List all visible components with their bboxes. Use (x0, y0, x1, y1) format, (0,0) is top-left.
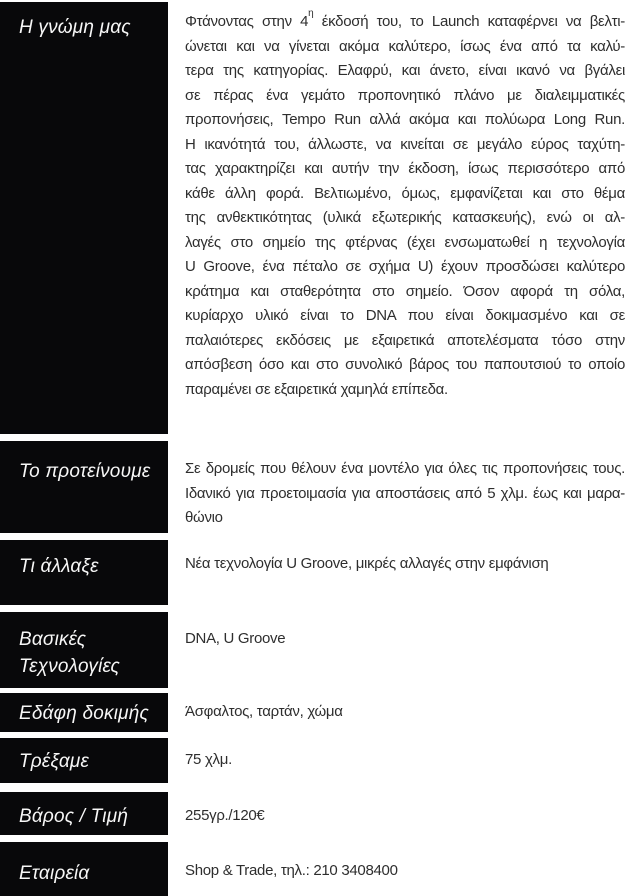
text-line: προπονήσεις, Tempo Run αλλά ακόμα και πολύωρα Long Run. (185, 111, 625, 128)
spec-table (0, 2, 642, 896)
text-line: παραμένει σε εξαιρετικά χαμηλά επίπεδα. (185, 380, 448, 398)
row-label: Βασικές Τεχνολογίες (0, 612, 168, 688)
text-line: τερα της κατηγορίας. Ελαφρύ, και άνετο, είναι ικανό να βγάλει (185, 62, 625, 79)
row-content (173, 842, 642, 896)
text-line: DNA, U Groove (185, 630, 286, 647)
text-line: ώνεται και να γίνεται ακόμα καλύτερο, ίσως ένα από τα καλύ- (185, 37, 625, 55)
row-content (173, 441, 642, 533)
row-label: Βάρος / Τιμή (0, 792, 168, 835)
table-row (0, 792, 642, 835)
table-row (0, 693, 642, 732)
text-line: θώνιο (185, 509, 223, 526)
row-content (173, 792, 642, 835)
text-line: παλαιότερες εκδόσεις με εξαιρετικά αποτελέσματα τόσο στην (185, 331, 625, 349)
text-line: κάθε άλλη φορά. Βελτιωμένο, όμως, εμφανίζεται και στο θέμα (185, 184, 625, 202)
row-label: Τι άλλαξε (0, 540, 168, 605)
table-row (0, 2, 642, 434)
text-line: λαγές στο σημείο της φτέρνας (έχει ενσωματωθεί η τεχνολογία (185, 233, 625, 251)
text-line: U Groove, ένα πέταλο σε σχήμα U) έχουν προσδώσει καλύτερο (185, 258, 625, 275)
text-line: Η ικανότητά του, άλλωστε, να κινείται σε μεγάλο εύρος ταχύτη- (185, 135, 625, 153)
text-line: Φτάνοντας στην $4^\eta$ έκδοσή του, το Launch καταφέρνει να βελτι- (185, 7, 625, 30)
row-content (173, 693, 642, 732)
row-label: Εταιρεία (0, 842, 168, 896)
text-line: Σε δρομείς που θέλουν ένα μοντέλο για όλες τις προπονήσεις τους. (185, 460, 625, 477)
row-label: Η γνώμη μας (0, 2, 168, 434)
row-content (173, 738, 642, 783)
text-line: κυρίαρχο υλικό είναι το DNA που είναι δοκιμασμένο και σε (185, 307, 625, 324)
text-line: απόσβεση όσο και στο συνολικό βάρος του παπουτσιού το οποίο (185, 356, 625, 373)
text-line: της ανθεκτικότητας (υλικά εξωτερικής κατασκευής), ενώ οι αλ- (185, 209, 625, 226)
row-label: Εδάφη δοκιμής (0, 693, 168, 732)
row-label: Το προτείνουμε (0, 441, 168, 533)
row-content (173, 2, 642, 434)
table-row (0, 441, 642, 533)
text-line: Shop & Trade, τηλ.: 210 3408400 (185, 862, 398, 879)
table-row (0, 842, 642, 896)
text-line: 255γρ./120€ (185, 807, 265, 824)
table-row (0, 612, 642, 688)
text-line: τας χαρακτηρίζει και αυτήν την έκδοση, ίσως περισσότερο από (185, 160, 625, 177)
table-row (0, 540, 642, 605)
text-line: κράτημα και σταθερότητα στο σημείο. Όσον αφορά τη σόλα, (185, 282, 625, 300)
text-line: 75 χλμ. (185, 751, 232, 768)
row-label: Τρέξαμε (0, 738, 168, 783)
row-content (173, 540, 642, 605)
text-line: Νέα τεχνολογία U Groove, μικρές αλλαγές στην εμφάνιση (185, 555, 549, 572)
text-line: Ιδανικό για προετοιμασία για αποστάσεις από 5 χλμ. έως και μαρα- (185, 484, 625, 502)
text-line: σε πέρας ένα γεμάτο προπονητικό πλάνο με διαλειμματικές (185, 86, 625, 104)
text-line: Άσφαλτος, ταρτάν, χώμα (185, 703, 343, 720)
table-row (0, 738, 642, 783)
row-content (173, 612, 642, 688)
